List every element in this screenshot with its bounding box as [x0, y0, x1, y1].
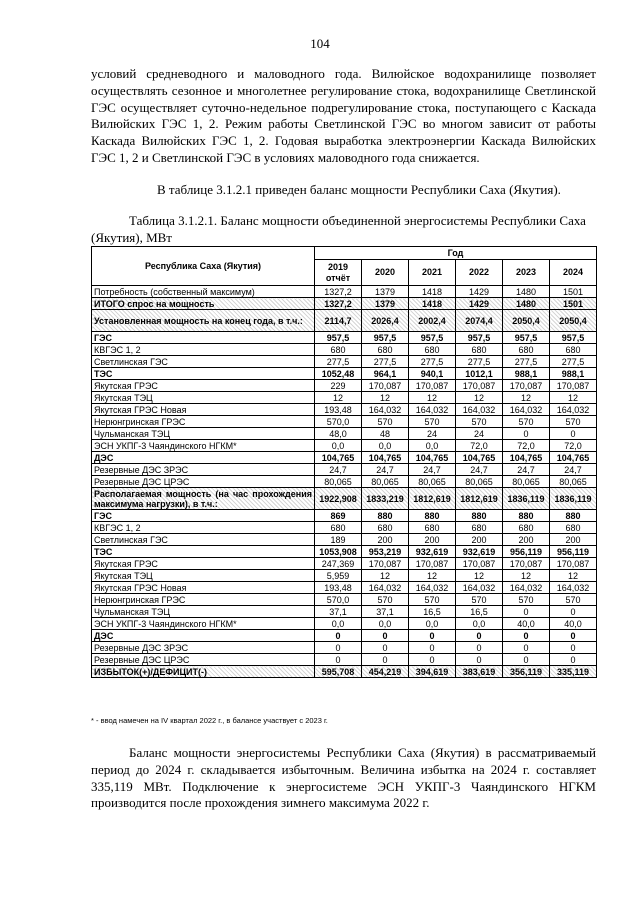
value-cell: 1012,1 [456, 368, 503, 380]
value-cell: 964,1 [362, 368, 409, 380]
table-row [92, 488, 597, 510]
row-label: Светлинская ГЭС [92, 534, 315, 546]
table-row [92, 510, 597, 522]
value-cell: 570 [362, 594, 409, 606]
table-row [92, 476, 597, 488]
value-cell: 0,0 [315, 440, 362, 452]
table-row [92, 332, 597, 344]
value-cell: 80,065 [362, 476, 409, 488]
row-label: Якутская ГРЭС Новая [92, 582, 315, 594]
value-cell: 0,0 [315, 618, 362, 630]
value-cell: 454,219 [362, 666, 409, 678]
row-label: ИТОГО спрос на мощность [92, 298, 315, 310]
table-row [92, 428, 597, 440]
value-cell: 383,619 [456, 666, 503, 678]
row-label: Резервные ДЭС ЦРЭС [92, 476, 315, 488]
table-row [92, 582, 597, 594]
value-cell: 1480 [503, 286, 550, 298]
paragraph-table-reference: В таблице 3.1.2.1 приведен баланс мощности Республики Саха (Якутия). [157, 182, 561, 197]
value-cell: 680 [503, 522, 550, 534]
paragraph-conclusion: Баланс мощности энергосистемы Республики Саха (Якутия) в рассматриваемый период до 2024 г. складывается избыточным. Величина избытка на 2024 г. составляет 335,119 МВт. Подключение к энергосистеме ЭСН УКПГ-3 Чаяндинского НГКМ производится после прохождения зимнего максимума 2022 г. [91, 745, 596, 811]
value-cell: 200 [550, 534, 597, 546]
table-row [92, 298, 597, 310]
value-cell: 24,7 [409, 464, 456, 476]
table-row [92, 440, 597, 452]
value-cell: 40,0 [550, 618, 597, 630]
value-cell: 570 [503, 594, 550, 606]
table-row [92, 534, 597, 546]
value-cell: 16,5 [409, 606, 456, 618]
year-header: 2021 [409, 260, 456, 286]
row-label: Резервные ДЭС ЗРЭС [92, 642, 315, 654]
value-cell: 1480 [503, 298, 550, 310]
table-row [92, 630, 597, 642]
value-cell: 40,0 [503, 618, 550, 630]
row-label: Располагаемая мощность (на час прохождения максимума нагрузки), в т.ч.: [92, 488, 315, 510]
value-cell: 12 [362, 392, 409, 404]
value-cell: 1327,2 [315, 298, 362, 310]
value-cell: 680 [456, 522, 503, 534]
value-cell: 869 [315, 510, 362, 522]
value-cell: 24,7 [550, 464, 597, 476]
value-cell: 104,765 [503, 452, 550, 464]
value-cell: 335,119 [550, 666, 597, 678]
table-row [92, 642, 597, 654]
value-cell: 0 [503, 654, 550, 666]
value-cell: 164,032 [550, 582, 597, 594]
value-cell: 356,119 [503, 666, 550, 678]
row-label: Чульманская ТЭЦ [92, 606, 315, 618]
value-cell: 193,48 [315, 582, 362, 594]
value-cell: 880 [409, 510, 456, 522]
value-cell: 104,765 [409, 452, 456, 464]
value-cell: 170,087 [456, 380, 503, 392]
value-cell: 1501 [550, 298, 597, 310]
value-cell: 0 [315, 654, 362, 666]
value-cell: 12 [315, 392, 362, 404]
table-row [92, 618, 597, 630]
table-row [92, 594, 597, 606]
value-cell: 164,032 [456, 404, 503, 416]
value-cell: 0 [456, 642, 503, 654]
value-cell: 2002,4 [409, 310, 456, 332]
row-label: Якутская ГРЭС [92, 558, 315, 570]
value-cell: 170,087 [456, 558, 503, 570]
value-cell: 0 [315, 642, 362, 654]
table-row [92, 546, 597, 558]
value-cell: 1833,219 [362, 488, 409, 510]
year-header: 2019 отчёт [315, 260, 362, 286]
value-cell: 200 [362, 534, 409, 546]
value-cell: 0 [409, 654, 456, 666]
value-cell: 570 [409, 416, 456, 428]
value-cell: 200 [409, 534, 456, 546]
value-cell: 277,5 [362, 356, 409, 368]
value-cell: 170,087 [362, 558, 409, 570]
value-cell: 0 [456, 654, 503, 666]
row-label: Светлинская ГЭС [92, 356, 315, 368]
row-label: ЭСН УКПГ-3 Чаяндинского НГКМ* [92, 440, 315, 452]
row-label: Резервные ДЭС ЗРЭС [92, 464, 315, 476]
value-cell: 932,619 [409, 546, 456, 558]
row-label: ТЭС [92, 368, 315, 380]
value-cell: 1053,908 [315, 546, 362, 558]
value-cell: 1379 [362, 298, 409, 310]
value-cell: 37,1 [362, 606, 409, 618]
value-cell: 164,032 [456, 582, 503, 594]
table-row [92, 416, 597, 428]
year-group-header: Год [315, 247, 597, 260]
table-caption: Таблица 3.1.2.1. Баланс мощности объединенной энергосистемы Республики Саха (Якутия), МВт [91, 213, 586, 245]
value-cell: 24,7 [315, 464, 362, 476]
value-cell: 1418 [409, 298, 456, 310]
row-label: КВГЭС 1, 2 [92, 344, 315, 356]
value-cell: 0,0 [456, 618, 503, 630]
row-header: Республика Саха (Якутия) [92, 247, 315, 286]
value-cell: 1501 [550, 286, 597, 298]
value-cell: 0 [550, 642, 597, 654]
value-cell: 570 [409, 594, 456, 606]
table-row [92, 344, 597, 356]
row-label: ГЭС [92, 510, 315, 522]
value-cell: 2074,4 [456, 310, 503, 332]
value-cell: 2114,7 [315, 310, 362, 332]
power-balance-table [91, 246, 597, 678]
value-cell: 953,219 [362, 546, 409, 558]
table-row [92, 570, 597, 582]
value-cell: 680 [362, 522, 409, 534]
row-label: Якутская ТЭЦ [92, 392, 315, 404]
value-cell: 570 [456, 594, 503, 606]
paragraph-intro: условий средневодного и маловодного года. Вилюйское водохранилище позволяет осуществлять сезонное и многолетнее регулирование стока, водохранилище Светлинской ГЭС осуществляет суточно-недельное подрегулирование стока, поступающего с Каскада Вилюйских ГЭС 1, 2. Режим работы Светлинской ГЭС во многом зависит от работы Каскада Вилюйских ГЭС 1, 2. Годовая выработка электроэнергии Каскада Вилюйских ГЭС 1, 2 и Светлинской ГЭС в условиях маловодного года снижается. [91, 66, 596, 165]
value-cell: 680 [456, 344, 503, 356]
value-cell: 193,48 [315, 404, 362, 416]
value-cell: 2050,4 [503, 310, 550, 332]
value-cell: 277,5 [409, 356, 456, 368]
value-cell: 880 [456, 510, 503, 522]
row-label: Якутская ГРЭС [92, 380, 315, 392]
value-cell: 1812,619 [456, 488, 503, 510]
value-cell: 570 [456, 416, 503, 428]
value-cell: 680 [550, 344, 597, 356]
table-row [92, 522, 597, 534]
value-cell: 24,7 [362, 464, 409, 476]
value-cell: 164,032 [362, 582, 409, 594]
value-cell: 680 [409, 522, 456, 534]
value-cell: 0 [362, 642, 409, 654]
table-row [92, 452, 597, 464]
table-row [92, 380, 597, 392]
value-cell: 12 [503, 570, 550, 582]
value-cell: 957,5 [409, 332, 456, 344]
value-cell: 957,5 [456, 332, 503, 344]
value-cell: 164,032 [550, 404, 597, 416]
value-cell: 24 [409, 428, 456, 440]
value-cell: 0,0 [409, 618, 456, 630]
value-cell: 0 [550, 630, 597, 642]
value-cell: 80,065 [550, 476, 597, 488]
row-label: ЭСН УКПГ-3 Чаяндинского НГКМ* [92, 618, 315, 630]
row-label: Резервные ДЭС ЦРЭС [92, 654, 315, 666]
value-cell: 570 [503, 416, 550, 428]
value-cell: 0,0 [409, 440, 456, 452]
value-cell: 164,032 [409, 404, 456, 416]
value-cell: 80,065 [456, 476, 503, 488]
value-cell: 0 [362, 630, 409, 642]
value-cell: 12 [456, 392, 503, 404]
value-cell: 932,619 [456, 546, 503, 558]
value-cell: 170,087 [409, 558, 456, 570]
table-row [92, 666, 597, 678]
value-cell: 1429 [456, 286, 503, 298]
value-cell: 170,087 [362, 380, 409, 392]
year-header: 2020 [362, 260, 409, 286]
value-cell: 12 [362, 570, 409, 582]
value-cell: 12 [550, 570, 597, 582]
value-cell: 5,959 [315, 570, 362, 582]
value-cell: 37,1 [315, 606, 362, 618]
table-row [92, 404, 597, 416]
value-cell: 104,765 [362, 452, 409, 464]
row-label: КВГЭС 1, 2 [92, 522, 315, 534]
value-cell: 72,0 [550, 440, 597, 452]
value-cell: 570 [550, 594, 597, 606]
value-cell: 104,765 [456, 452, 503, 464]
value-cell: 12 [456, 570, 503, 582]
value-cell: 24 [456, 428, 503, 440]
row-label: Установленная мощность на конец года, в т.ч.: [92, 310, 315, 332]
value-cell: 170,087 [550, 380, 597, 392]
value-cell: 680 [362, 344, 409, 356]
value-cell: 277,5 [550, 356, 597, 368]
value-cell: 595,708 [315, 666, 362, 678]
table-row [92, 654, 597, 666]
value-cell: 1418 [409, 286, 456, 298]
value-cell: 0 [409, 630, 456, 642]
table-row [92, 310, 597, 332]
value-cell: 164,032 [503, 582, 550, 594]
value-cell: 80,065 [409, 476, 456, 488]
value-cell: 277,5 [456, 356, 503, 368]
value-cell: 680 [315, 344, 362, 356]
value-cell: 394,619 [409, 666, 456, 678]
value-cell: 957,5 [503, 332, 550, 344]
value-cell: 880 [362, 510, 409, 522]
value-cell: 170,087 [409, 380, 456, 392]
table-row [92, 558, 597, 570]
value-cell: 988,1 [503, 368, 550, 380]
value-cell: 164,032 [362, 404, 409, 416]
value-cell: 164,032 [503, 404, 550, 416]
value-cell: 1922,908 [315, 488, 362, 510]
value-cell: 104,765 [315, 452, 362, 464]
row-label: ДЭС [92, 452, 315, 464]
value-cell: 0 [550, 654, 597, 666]
value-cell: 104,765 [550, 452, 597, 464]
value-cell: 570 [362, 416, 409, 428]
value-cell: 229 [315, 380, 362, 392]
value-cell: 1429 [456, 298, 503, 310]
value-cell: 12 [409, 392, 456, 404]
value-cell: 1052,48 [315, 368, 362, 380]
value-cell: 680 [550, 522, 597, 534]
value-cell: 680 [409, 344, 456, 356]
value-cell: 170,087 [503, 380, 550, 392]
row-label: ТЭС [92, 546, 315, 558]
value-cell: 1836,119 [503, 488, 550, 510]
value-cell: 72,0 [503, 440, 550, 452]
row-label: Якутская ГРЭС Новая [92, 404, 315, 416]
value-cell: 72,0 [456, 440, 503, 452]
value-cell: 988,1 [550, 368, 597, 380]
value-cell: 164,032 [409, 582, 456, 594]
value-cell: 277,5 [315, 356, 362, 368]
value-cell: 48 [362, 428, 409, 440]
row-label: ИЗБЫТОК(+)/ДЕФИЦИТ(-) [92, 666, 315, 678]
value-cell: 1836,119 [550, 488, 597, 510]
table-row [92, 392, 597, 404]
value-cell: 0 [362, 654, 409, 666]
value-cell: 1812,619 [409, 488, 456, 510]
value-cell: 570,0 [315, 416, 362, 428]
row-label: Потребность (собственный максимум) [92, 286, 315, 298]
value-cell: 957,5 [362, 332, 409, 344]
value-cell: 0 [456, 630, 503, 642]
value-cell: 16,5 [456, 606, 503, 618]
value-cell: 200 [456, 534, 503, 546]
page-number: 104 [310, 36, 330, 51]
value-cell: 2050,4 [550, 310, 597, 332]
table-row [92, 606, 597, 618]
value-cell: 680 [503, 344, 550, 356]
value-cell: 570 [550, 416, 597, 428]
value-cell: 0 [503, 428, 550, 440]
value-cell: 12 [550, 392, 597, 404]
value-cell: 12 [409, 570, 456, 582]
table-row [92, 286, 597, 298]
value-cell: 170,087 [503, 558, 550, 570]
value-cell: 0 [503, 630, 550, 642]
row-label: Якутская ТЭЦ [92, 570, 315, 582]
value-cell: 957,5 [315, 332, 362, 344]
row-label: Нерюнгринская ГРЭС [92, 594, 315, 606]
value-cell: 170,087 [550, 558, 597, 570]
value-cell: 277,5 [503, 356, 550, 368]
value-cell: 0,0 [362, 440, 409, 452]
value-cell: 0 [550, 428, 597, 440]
table-row [92, 464, 597, 476]
value-cell: 570,0 [315, 594, 362, 606]
year-header: 2022 [456, 260, 503, 286]
value-cell: 0 [503, 606, 550, 618]
row-label: ГЭС [92, 332, 315, 344]
table-row [92, 356, 597, 368]
value-cell: 0 [550, 606, 597, 618]
footnote: * - ввод намечен на IV квартал 2022 г., в балансе участвует с 2023 г. [91, 716, 328, 725]
row-label: Нерюнгринская ГРЭС [92, 416, 315, 428]
value-cell: 189 [315, 534, 362, 546]
value-cell: 80,065 [503, 476, 550, 488]
value-cell: 956,119 [550, 546, 597, 558]
value-cell: 680 [315, 522, 362, 534]
value-cell: 80,065 [315, 476, 362, 488]
value-cell: 1327,2 [315, 286, 362, 298]
table-row [92, 368, 597, 380]
value-cell: 48,0 [315, 428, 362, 440]
value-cell: 0 [409, 642, 456, 654]
year-header: 2023 [503, 260, 550, 286]
value-cell: 12 [503, 392, 550, 404]
value-cell: 24,7 [456, 464, 503, 476]
value-cell: 0,0 [362, 618, 409, 630]
value-cell: 0 [315, 630, 362, 642]
value-cell: 247,369 [315, 558, 362, 570]
value-cell: 200 [503, 534, 550, 546]
row-label: ДЭС [92, 630, 315, 642]
value-cell: 0 [503, 642, 550, 654]
value-cell: 1379 [362, 286, 409, 298]
value-cell: 940,1 [409, 368, 456, 380]
value-cell: 2026,4 [362, 310, 409, 332]
value-cell: 24,7 [503, 464, 550, 476]
value-cell: 956,119 [503, 546, 550, 558]
year-header: 2024 [550, 260, 597, 286]
value-cell: 957,5 [550, 332, 597, 344]
value-cell: 880 [503, 510, 550, 522]
value-cell: 880 [550, 510, 597, 522]
row-label: Чульманская ТЭЦ [92, 428, 315, 440]
